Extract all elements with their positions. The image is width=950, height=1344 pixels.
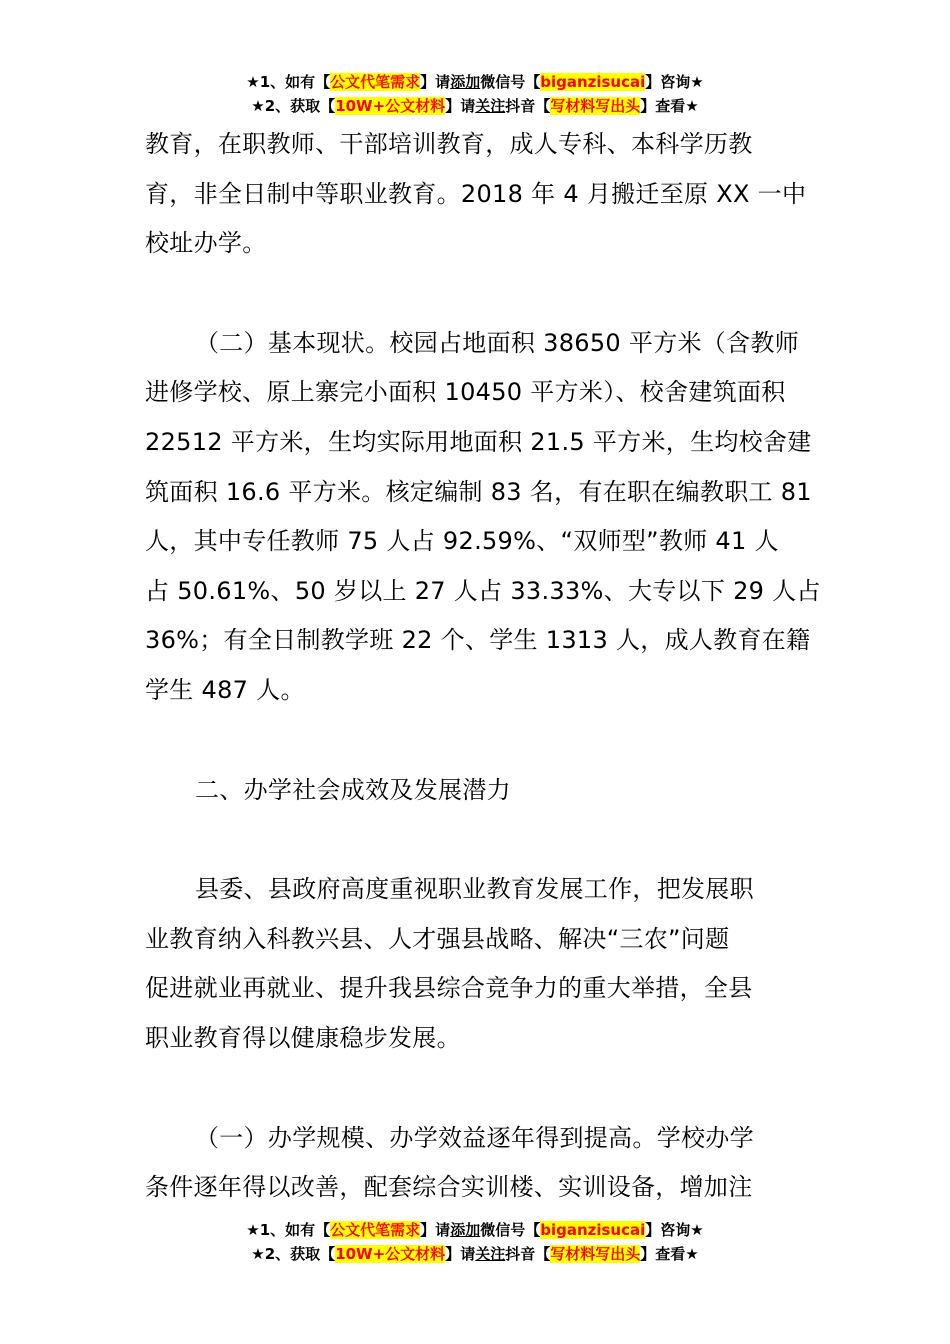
banner-highlight: 公文代笔需求 [330,73,421,91]
banner-underlined: 添加 [450,1221,481,1239]
text-line: 育，非全日制中等职业教育。2018 年 4 月搬迁至原 XX 一中 [145,179,807,208]
banner-underlined: 添加 [450,73,481,91]
paragraph-scale-efficiency [145,1114,807,1213]
banner-text: 】请 [445,1245,476,1263]
banner-highlight: biganzisucai [540,73,646,91]
text-line: （一）办学规模、办学效益逐年得到提高。学校办学 [195,1123,754,1152]
banner-line-1 [0,70,950,94]
banner-text: 】咨询★ [645,73,704,91]
text-line: 县委、县政府高度重视职业教育发展工作，把发展职 [195,875,754,904]
section-heading [145,766,807,816]
paragraph-county-support [145,865,807,1063]
heading-text: 二、办学社会成效及发展潜力 [195,775,511,804]
text-line: （二）基本现状。校园占地面积 38650 平方米（含教师 [195,328,800,357]
text-line: 业教育纳入科教兴县、人才强县战略、解决“三农”问题 [145,924,730,953]
paragraph-gap [145,1064,807,1114]
banner-text: 】请 [445,97,476,115]
banner-text: 微信号【 [480,73,541,91]
text-line: 职业教育得以健康稳步发展。 [145,1023,461,1052]
text-line: 占 50.61%、50 岁以上 27 人占 33.33%、大专以下 29 人占 [145,576,821,605]
text-line: 校址办学。 [145,229,267,258]
text-line: 促进就业再就业、提升我县综合竞争力的重大举措，全县 [145,974,753,1003]
banner-line-2 [0,94,950,118]
banner-text: ★2、获取【 [251,97,336,115]
text-line: 22512 平方米，生均实际用地面积 21.5 平方米，生均校舍建 [145,427,812,456]
paragraph-continued [145,120,807,269]
document-body [145,120,821,1213]
banner-highlight: 10W+公文材料 [335,1245,446,1263]
banner-text: 微信号【 [480,1221,541,1239]
paragraph-gap [145,269,807,319]
banner-highlight: 写材料写出头 [550,1245,641,1263]
paragraph-basic-status [145,319,821,716]
banner-line-1 [0,1218,950,1242]
banner-highlight: 写材料写出头 [550,97,641,115]
footer-banner [0,1218,950,1266]
header-banner [0,70,950,118]
banner-text: ★1、如有【 [246,73,331,91]
text-line: 36%；有全日制教学班 22 个、学生 1313 人，成人教育在籍 [145,626,811,655]
paragraph-gap [145,716,807,766]
banner-text: 】咨询★ [645,1221,704,1239]
text-line: 条件逐年得以改善，配套综合实训楼、实训设备，增加注 [145,1173,753,1202]
banner-highlight: biganzisucai [540,1221,646,1239]
text-line: 教育，在职教师、干部培训教育，成人专科、本科学历教 [145,130,753,158]
banner-text: 】请 [420,73,451,91]
banner-text: 抖音【 [505,1245,551,1263]
banner-line-2 [0,1242,950,1266]
text-line: 学生 487 人。 [145,675,305,704]
banner-text: 抖音【 [505,97,551,115]
banner-text: ★1、如有【 [246,1221,331,1239]
banner-highlight: 公文代笔需求 [330,1221,421,1239]
banner-highlight: 10W+公文材料 [335,97,446,115]
text-line: 人，其中专任教师 75 人占 92.59%、“双师型”教师 41 人 [145,527,779,556]
text-line: 进修学校、原上寨完小面积 10450 平方米）、校舍建筑面积 [145,378,786,407]
paragraph-gap [145,815,807,865]
banner-underlined: 关注 [475,97,506,115]
banner-text: 】查看★ [640,1245,699,1263]
banner-text: 】查看★ [640,97,699,115]
banner-text: 】请 [420,1221,451,1239]
banner-text: ★2、获取【 [251,1245,336,1263]
text-line: 筑面积 16.6 平方米。核定编制 83 名，有在职在编教职工 81 [145,477,812,506]
banner-underlined: 关注 [475,1245,506,1263]
